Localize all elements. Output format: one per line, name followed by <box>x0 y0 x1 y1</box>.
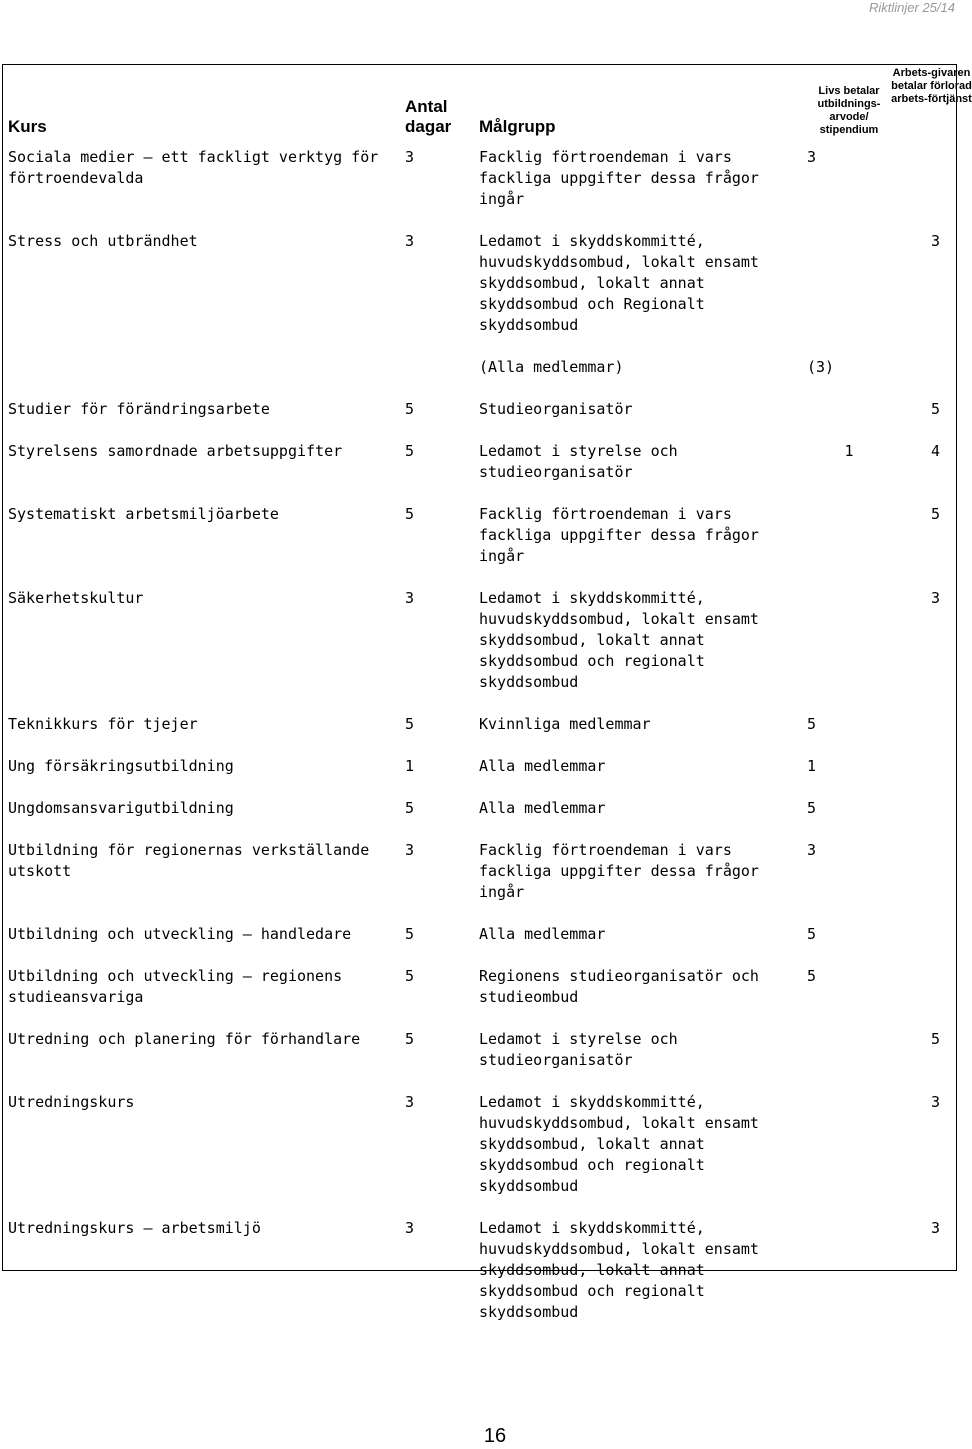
malgrupp-cell: Ledamot i skyddskommitté, huvudskyddsombud, lokalt ensamt skyddsombud, lokalt annat skyddsombud och regionalt skyddsombud <box>479 1219 759 1321</box>
malgrupp-cell: Alla medlemmar <box>479 925 606 943</box>
table-row <box>3 588 972 714</box>
malgrupp-cell: Facklig förtroendeman i vars fackliga uppgifter dessa frågor ingår <box>479 505 759 565</box>
livs-cell: 3 <box>807 841 817 859</box>
header-arbetsgivaren-betalar: Arbets-givaren betalar förlorad arbets-förtjänst <box>891 67 972 105</box>
livs-cell <box>805 588 891 714</box>
dagar-cell: 5 <box>405 967 415 985</box>
arbetsgivaren-cell <box>891 147 972 231</box>
dagar-cell: 5 <box>405 715 415 733</box>
livs-cell: 5 <box>807 925 817 943</box>
livs-cell <box>805 399 891 441</box>
arbetsgivaren-cell <box>891 714 972 756</box>
page-number: 16 <box>483 1425 507 1447</box>
table-row <box>3 756 972 798</box>
dagar-cell <box>403 357 477 399</box>
dagar-cell: 3 <box>405 148 415 166</box>
livs-cell: 1 <box>807 757 817 775</box>
dagar-cell: 5 <box>405 1030 415 1048</box>
header-row <box>3 65 972 147</box>
table-row <box>3 1029 972 1092</box>
arbetsgivaren-cell: 3 <box>930 1093 940 1111</box>
arbetsgivaren-cell <box>891 966 972 1029</box>
malgrupp-cell: Ledamot i styrelse och studieorganisatör <box>479 442 678 481</box>
malgrupp-cell: Kvinnliga medlemmar <box>479 715 651 733</box>
dagar-cell: 3 <box>405 589 415 607</box>
arbetsgivaren-cell: 3 <box>930 1219 940 1237</box>
malgrupp-cell: Facklig förtroendeman i vars fackliga uppgifter dessa frågor ingår <box>479 148 759 208</box>
livs-cell: 5 <box>807 715 817 733</box>
malgrupp-cell: Alla medlemmar <box>479 799 606 817</box>
course-table <box>3 65 972 1344</box>
kurs-cell <box>3 357 403 399</box>
kurs-cell: Säkerhetskultur <box>8 589 144 607</box>
malgrupp-cell: Ledamot i styrelse och studieorganisatör <box>479 1030 678 1069</box>
malgrupp-cell: Ledamot i skyddskommitté, huvudskyddsombud, lokalt ensamt skyddsombud, lokalt annat skyddsombud och regionalt skyddsombud <box>479 589 759 691</box>
arbetsgivaren-cell <box>891 924 972 966</box>
arbetsgivaren-cell <box>891 357 972 399</box>
table-row <box>3 147 972 231</box>
kurs-cell: Utbildning och utveckling — handledare <box>8 925 352 943</box>
course-table-frame <box>2 64 972 1321</box>
dagar-cell: 5 <box>405 799 415 817</box>
dagar-cell: 5 <box>405 505 415 523</box>
arbetsgivaren-cell <box>891 840 972 924</box>
livs-cell <box>805 231 891 357</box>
table-row <box>3 966 972 1029</box>
kurs-cell: Studier för förändringsarbete <box>8 400 270 418</box>
kurs-cell: Teknikkurs för tjejer <box>8 715 198 733</box>
kurs-cell: Ungdomsansvarigutbildning <box>8 799 234 817</box>
dagar-cell: 3 <box>405 841 415 859</box>
arbetsgivaren-cell: 5 <box>930 1030 940 1048</box>
dagar-cell: 3 <box>405 1093 415 1111</box>
header-kurs: Kurs <box>8 117 47 136</box>
header-antal-dagar: Antal dagar <box>405 97 452 136</box>
dagar-cell: 3 <box>405 1219 415 1237</box>
dagar-cell: 5 <box>405 442 415 460</box>
header-malgrupp: Målgrupp <box>479 117 556 136</box>
table-row <box>3 714 972 756</box>
kurs-cell: Ung försäkringsutbildning <box>8 757 234 775</box>
kurs-cell: Utredningskurs <box>8 1093 135 1111</box>
table-row <box>3 840 972 924</box>
kurs-cell: Stress och utbrändhet <box>8 232 198 250</box>
kurs-cell: Utbildning och utveckling — regionens studieansvariga <box>8 967 343 1006</box>
livs-cell: (3) <box>807 358 835 376</box>
kurs-cell: Utredning och planering för förhandlare <box>8 1030 361 1048</box>
kurs-cell: Utbildning för regionernas verkställande utskott <box>8 841 370 880</box>
malgrupp-cell: (Alla medlemmar) <box>479 358 624 376</box>
table-row <box>3 357 972 399</box>
arbetsgivaren-cell: 5 <box>930 505 940 523</box>
header-livs-betalar: Livs betalar utbildnings-arvode/ stipendium <box>817 85 881 136</box>
table-row <box>3 1218 972 1344</box>
dagar-cell: 3 <box>405 232 415 250</box>
malgrupp-cell: Alla medlemmar <box>479 757 606 775</box>
malgrupp-cell: Facklig förtroendeman i vars fackliga uppgifter dessa frågor ingår <box>479 841 759 901</box>
kurs-cell: Utredningskurs — arbetsmiljö <box>8 1219 261 1237</box>
table-row <box>3 441 972 504</box>
malgrupp-cell: Ledamot i skyddskommitté, huvudskyddsombud, lokalt ensamt skyddsombud, lokalt annat skyddsombud och regionalt skyddsombud <box>479 1093 759 1195</box>
running-header: Riktlinjer 25/14 <box>869 0 955 15</box>
arbetsgivaren-cell <box>891 798 972 840</box>
table-row <box>3 231 972 357</box>
livs-cell: 3 <box>807 148 817 166</box>
kurs-cell: Sociala medier — ett fackligt verktyg för förtroendevalda <box>8 148 379 187</box>
dagar-cell: 1 <box>405 757 415 775</box>
malgrupp-cell: Studieorganisatör <box>479 400 633 418</box>
kurs-cell: Systematiskt arbetsmiljöarbete <box>8 505 279 523</box>
kurs-cell: Styrelsens samordnade arbetsuppgifter <box>8 442 343 460</box>
livs-cell <box>805 1029 891 1092</box>
arbetsgivaren-cell: 5 <box>930 400 940 418</box>
arbetsgivaren-cell: 3 <box>930 589 940 607</box>
table-row <box>3 504 972 588</box>
livs-cell <box>805 504 891 588</box>
malgrupp-cell: Regionens studieorganisatör och studieombud <box>479 967 759 1006</box>
dagar-cell: 5 <box>405 925 415 943</box>
table-row <box>3 1092 972 1218</box>
table-row <box>3 798 972 840</box>
livs-cell <box>805 1218 891 1344</box>
table-row <box>3 399 972 441</box>
malgrupp-cell: Ledamot i skyddskommitté, huvudskyddsombud, lokalt ensamt skyddsombud, lokalt annat skyddsombud och Regionalt skyddsombud <box>479 232 759 334</box>
livs-cell: 5 <box>807 799 817 817</box>
arbetsgivaren-cell: 3 <box>930 232 940 250</box>
livs-cell <box>805 1092 891 1218</box>
table-body <box>3 147 972 1344</box>
livs-cell: 5 <box>807 967 817 985</box>
dagar-cell: 5 <box>405 400 415 418</box>
livs-cell: 1 <box>844 442 854 460</box>
arbetsgivaren-cell <box>891 756 972 798</box>
arbetsgivaren-cell: 4 <box>930 442 940 460</box>
table-row <box>3 924 972 966</box>
